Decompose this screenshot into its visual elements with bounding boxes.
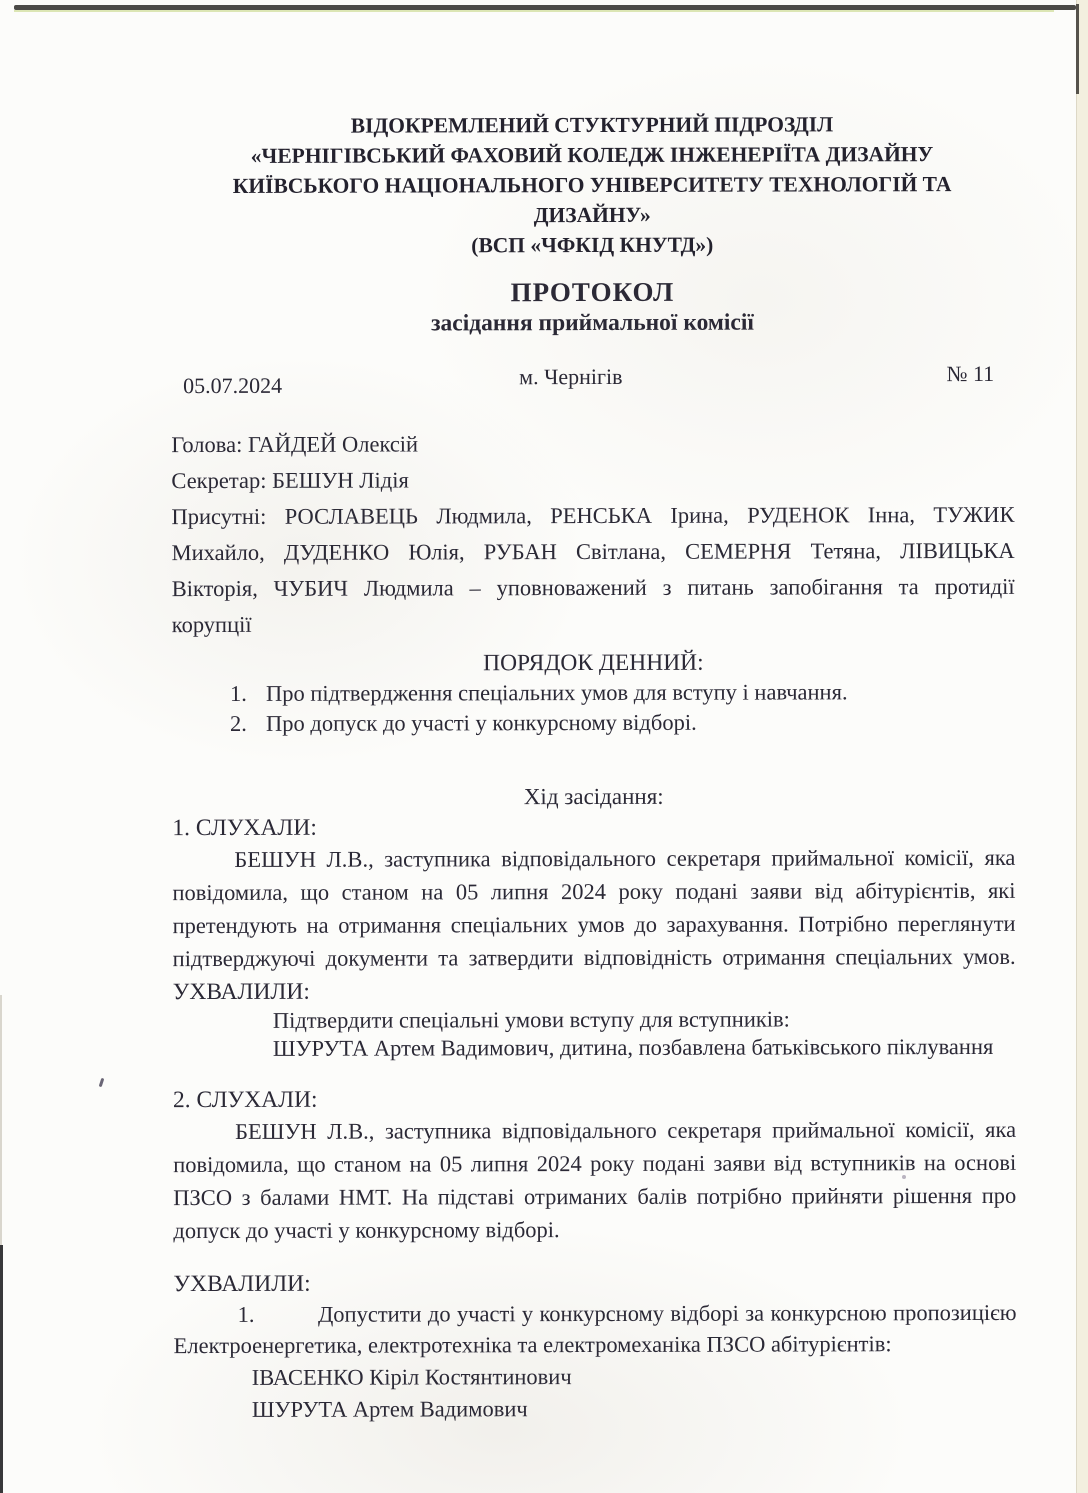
section1-heard-label: 1. СЛУХАЛИ: — [172, 814, 317, 842]
protocol-city: м. Чернігів — [519, 363, 623, 390]
resolved-item-line: Електроенергетика, електротехніка та електромеханіка ПЗСО абітурієнтів: — [173, 1331, 892, 1359]
resolved-item-text: Допустити до участі у конкурсному відборі за конкурсною пропозицією — [317, 1299, 1017, 1327]
org-header-line: КИЇВСЬКОГО НАЦІОНАЛЬНОГО УНІВЕРСИТЕТУ ТЕХНОЛОГІЙ ТА — [232, 172, 952, 198]
document-title: ПРОТОКОЛ — [510, 276, 675, 308]
agenda-item — [172, 677, 1015, 709]
agenda-item-text: Про підтвердження спеціальних умов для вступу і навчання. — [265, 679, 848, 706]
present-line: Вікторія, ЧУБИЧ Людмила – уповноважений з питань запобігання та протидії — [171, 573, 1015, 602]
org-header-line: ВІДОКРЕМЛЕНИЙ СТУКТУРНИЙ ПІДРОЗДІЛ — [350, 112, 834, 138]
paragraph-line: БЕШУН Л.В., заступника відповідального секретаря приймальної комісії, яка — [234, 844, 1016, 872]
section2-resolved-label: УХВАЛИЛИ: — [173, 1270, 311, 1298]
paragraph-line: претендують на отримання спеціальних умов до зарахування. Потрібно переглянути — [172, 910, 1016, 939]
resolved-item-number: 1. — [237, 1301, 255, 1327]
agenda-item-text: Про допуск до участі у конкурсному відборі. — [265, 709, 697, 736]
scan-speck — [99, 1078, 105, 1087]
resolved-item-line — [174, 1297, 1017, 1330]
officials-block — [171, 425, 1015, 643]
paragraph-line: підтверджуючі документи та затвердити відповідність отримання спеціальних умов. — [172, 943, 1016, 972]
section1-resolved-label: УХВАЛИЛИ: — [172, 978, 310, 1006]
scan-edge-left-faint-line — [0, 995, 2, 1245]
paragraph-line: БЕШУН Л.В., заступника відповідального секретаря приймальної комісії, яка — [235, 1116, 1017, 1144]
admitted-name: ШУРУТА Артем Вадимович — [251, 1396, 528, 1422]
chair-line: Голова: ГАЙДЕЙ Олексій — [171, 431, 419, 458]
secretary-line: Секретар: БЕШУН Лідія — [171, 467, 409, 494]
present-line: Михайло, ДУДЕНКО Юлія, РУБАН Світлана, СЕМЕРНЯ Тетяна, ЛІВИЦЬКА — [171, 537, 1015, 566]
paragraph-line: допуск до участі у конкурсному відборі. — [173, 1217, 560, 1244]
present-line: корупції — [171, 611, 252, 638]
organization-header — [170, 109, 1013, 261]
org-header-line: (ВСП «ЧФКІД КНУТД») — [471, 232, 714, 258]
section2-resolved-item — [174, 1297, 1017, 1361]
scan-paper-right-edge — [1076, 0, 1088, 1493]
proceedings-heading: Хід засідання: — [523, 783, 664, 810]
section2-heard-paragraph — [173, 1113, 1016, 1247]
paragraph-line: повідомила, що станом на 05 липня 2024 року подані заяви від абітурієнтів, які — [172, 877, 1016, 906]
meta-row — [171, 360, 1014, 399]
scan-edge-left-line — [0, 1245, 3, 1493]
scan-edge-right-line — [1076, 4, 1079, 94]
protocol-date: 05.07.2024 — [183, 372, 283, 399]
org-header-line: ДИЗАЙНУ» — [533, 202, 651, 228]
agenda-item-number: 2. — [229, 710, 247, 736]
org-header-line: «ЧЕРНІГІВСЬКИЙ ФАХОВИЙ КОЛЕДЖ ІНЖЕНЕРІЇТА ДИЗАЙНУ — [250, 142, 934, 168]
resolved-line: Підтвердити спеціальні умови вступу для вступників: — [272, 1006, 790, 1033]
protocol-number: № 11 — [946, 360, 995, 387]
paragraph-line: ПЗСО з балами НМТ. На підставі отриманих балів потрібно прийняти рішення про — [173, 1182, 1017, 1211]
paragraph-line: повідомила, що станом на 05 липня 2024 року подані заяви від вступників на основі — [173, 1149, 1017, 1178]
present-line: Присутні: РОСЛАВЕЦЬ Людмила, РЕНСЬКА Ірина, РУДЕНОК Інна, ТУЖИК — [171, 501, 1015, 530]
agenda-heading: ПОРЯДОК ДЕННИЙ: — [483, 649, 704, 677]
document-subtitle: засідання приймальної комісії — [431, 309, 754, 337]
agenda-item-number: 1. — [229, 680, 247, 706]
admitted-name: ІВАСЕНКО Кіріл Костянтинович — [251, 1364, 572, 1390]
document-content — [170, 0, 1017, 1425]
agenda-item — [172, 707, 1015, 739]
resolved-line: ШУРУТА Артем Вадимович, дитина, позбавлена батьківського піклування — [272, 1033, 994, 1061]
section1-heard-paragraph — [172, 841, 1015, 975]
section2-heard-label: 2. СЛУХАЛИ: — [172, 1086, 318, 1114]
